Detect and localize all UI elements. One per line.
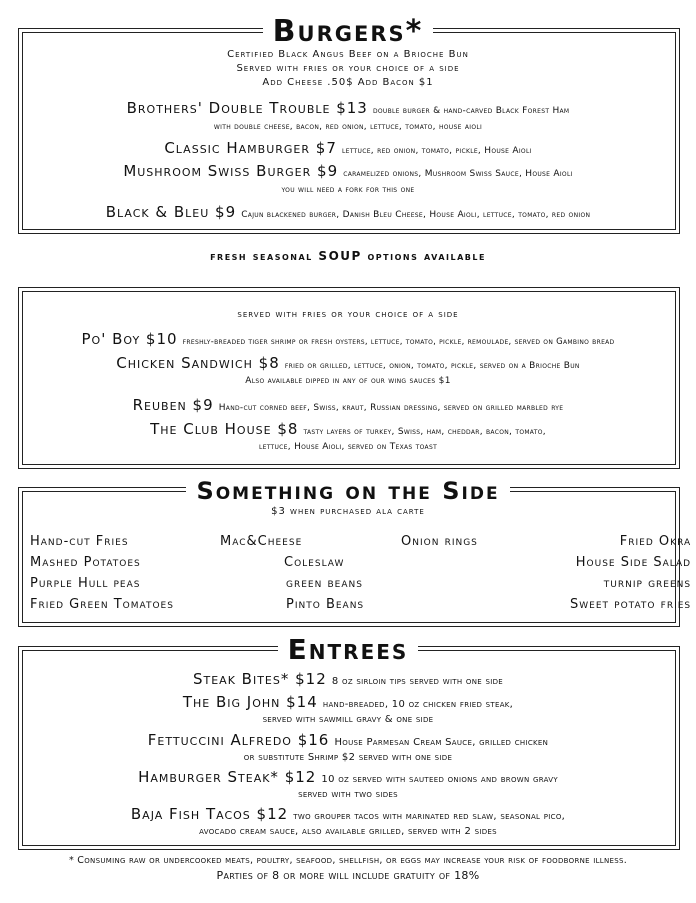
- item-desc: Hand-cut corned beef, Swiss, kraut, Russian dressing, served on grilled marbled rye: [218, 403, 564, 413]
- entrees-title: Entrees: [0, 633, 696, 666]
- sandwiches-subtitle: served with fries or your choice of a side: [237, 309, 459, 320]
- item-name: Brothers' Double Trouble $13: [126, 99, 368, 117]
- health-warning: * Consuming raw or undercooked meats, poultry, seafood, shellfish, or eggs may increase your risk of foodborne illness.: [68, 855, 628, 866]
- item-desc: hand-breaded, 10 oz chicken fried steak,: [322, 699, 514, 710]
- menu-item: [0, 98, 696, 117]
- item-desc: two grouper tacos with marinated red slaw, seasonal pico,: [293, 811, 566, 822]
- item-name: Classic Hamburger $7: [164, 139, 337, 157]
- item-desc: tasty layers of turkey, Swiss, ham, cheddar, bacon, tomato,: [303, 427, 546, 437]
- item-desc-2: served with sawmill gravy & one side: [262, 714, 434, 725]
- burgers-subtitle-1: Certified Black Angus Beef on a Brioche Bun: [227, 49, 469, 60]
- item-desc-2: or substitute Shrimp $2 served with one side: [243, 752, 453, 763]
- item-desc-2: lettuce, House Aioli, served on Texas toast: [258, 442, 438, 452]
- side-item: [395, 576, 570, 593]
- burgers-subtitle-3: Add Cheese .50$ Add Bacon $1: [262, 77, 434, 88]
- menu-item: [0, 395, 696, 414]
- side-item: Pinto Beans: [286, 597, 365, 612]
- side-item: Mashed Potatoes: [30, 555, 141, 570]
- item-name: Steak Bites* $12: [192, 670, 327, 688]
- item-desc: 10 oz served with sauteed onions and brown gravy: [321, 774, 558, 785]
- item-name: The Club House $8: [150, 420, 299, 438]
- gratuity-note: Parties of 8 or more will include gratuity of 18%: [216, 869, 480, 882]
- item-name: Chicken Sandwich $8: [116, 354, 280, 372]
- menu-item: [0, 138, 696, 157]
- side-item: Coleslaw: [284, 555, 345, 570]
- item-desc: double burger & hand-carved Black Forest Ham: [372, 106, 570, 116]
- burgers-subtitle-2: Served with fries or your choice of a side: [236, 63, 460, 74]
- side-item: green beans: [286, 576, 363, 591]
- item-desc-2: served with two sides: [298, 789, 398, 800]
- side-item: Purple Hull peas: [30, 576, 141, 591]
- side-item: Hand-cut Fries: [30, 534, 129, 549]
- sides-title: Something on the Side: [0, 477, 696, 505]
- menu-item: [0, 329, 696, 348]
- side-item: Sweet potato fries: [570, 597, 692, 612]
- menu-item: [0, 730, 696, 749]
- item-name: Mushroom Swiss Burger $9: [123, 162, 339, 180]
- item-name: Po' Boy $10: [81, 330, 178, 348]
- item-desc: lettuce, red onion, tomato, pickle, House Aioli: [341, 146, 532, 156]
- side-item: Fried Okra: [619, 534, 692, 549]
- menu-item: [0, 161, 696, 180]
- menu-item: [0, 419, 696, 438]
- side-item: turnip greens: [603, 576, 692, 591]
- item-desc: caramelized onions, Mushroom Swiss Sauce, House Aioli: [343, 169, 573, 179]
- side-item: [395, 597, 570, 614]
- menu-item: [0, 692, 696, 711]
- item-desc-2: avocado cream sauce, also available grilled, served with 2 sides: [199, 826, 497, 837]
- menu-item: [0, 767, 696, 786]
- sides-subtitle: $3 when purchased ala carte: [271, 506, 425, 517]
- item-desc: House Parmesan Cream Sauce, grilled chicken: [334, 737, 549, 748]
- side-item: Mac&Cheese: [220, 534, 303, 549]
- menu-item: [0, 804, 696, 823]
- item-name: Black & Bleu $9: [105, 203, 237, 221]
- item-desc: Cajun blackened burger, Danish Bleu Cheese, House Aioli, lettuce, tomato, red onion: [241, 210, 591, 220]
- item-desc: freshly-breaded tiger shrimp or fresh oysters, lettuce, tomato, pickle, remoulade, served on Gambino bread: [182, 337, 615, 347]
- sides-list: [30, 534, 692, 614]
- item-name: Reuben $9: [132, 396, 214, 414]
- soup-note: fresh seasonal SOUP options available: [210, 249, 486, 263]
- menu-item: [0, 669, 696, 688]
- side-item: Fried Green Tomatoes: [30, 597, 174, 612]
- item-name: Hamburger Steak* $12: [138, 768, 317, 786]
- item-desc: fried or grilled, lettuce, onion, tomato, pickle, served on a Brioche Bun: [284, 361, 580, 371]
- item-desc-2: Also available dipped in any of our wing sauces $1: [245, 376, 451, 386]
- item-desc: 8 oz sirloin tips served with one side: [331, 676, 503, 687]
- item-name: Baja Fish Tacos $12: [130, 805, 289, 823]
- item-name: The Big John $14: [182, 693, 318, 711]
- item-name: Fettuccini Alfredo $16: [147, 731, 330, 749]
- side-item: [395, 555, 570, 572]
- menu-item: [0, 202, 696, 221]
- burgers-title: Burgers*: [0, 14, 696, 49]
- side-item: House Side Salad: [575, 555, 692, 570]
- side-item: Onion rings: [401, 534, 478, 549]
- menu-item: [0, 353, 696, 372]
- item-desc-2: you will need a fork for this one: [281, 185, 415, 195]
- item-desc-2: with double cheese, bacon, red onion, lettuce, tomato, house aioli: [213, 122, 483, 132]
